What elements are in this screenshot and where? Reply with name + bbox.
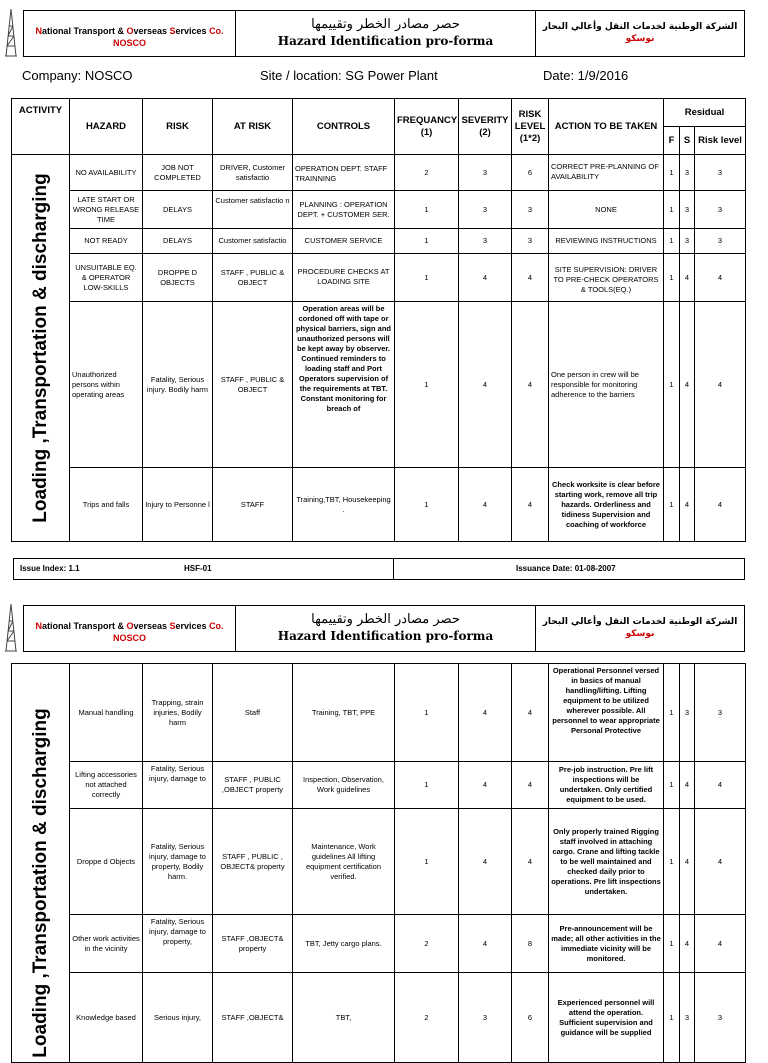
- risk-cell: Fatality, Serious injury, damage to property,: [143, 915, 213, 973]
- risk-level-cell: 3: [512, 229, 549, 254]
- hazard-cell: NO AVAILABILITY: [70, 155, 143, 191]
- risk-level-cell: 6: [512, 973, 549, 1063]
- risk-level-cell: 8: [512, 915, 549, 973]
- activity-cell: [12, 664, 70, 1063]
- hazard-table-page2: [11, 663, 746, 1063]
- residual-s-cell: 4: [680, 809, 695, 915]
- company-arabic-block: الشركة الوطنية لخدمات النقل وأعالي البحار نوسكو: [542, 617, 738, 639]
- frequency-cell: 2: [395, 155, 459, 191]
- col-residual: Residual: [664, 99, 746, 127]
- at-risk-cell: STAFF , PUBLIC & OBJECT: [213, 302, 293, 468]
- residual-f-cell: 1: [664, 155, 680, 191]
- severity-cell: 3: [459, 155, 512, 191]
- residual-s-cell: 4: [680, 254, 695, 302]
- action-cell: One person in crew will be responsible for monitoring adherence to the barriers: [549, 302, 664, 468]
- frequency-cell: 2: [395, 973, 459, 1063]
- form-title-block: [236, 606, 536, 651]
- severity-cell: 4: [459, 915, 512, 973]
- risk-cell: Trapping, strain injuries, Bodily harm: [143, 664, 213, 762]
- residual-level-cell: 4: [695, 915, 746, 973]
- table-row: [12, 155, 746, 191]
- table-row: [12, 254, 746, 302]
- at-risk-cell: Customer satisfactio: [213, 229, 293, 254]
- at-risk-cell: STAFF ,OBJECT&: [213, 973, 293, 1063]
- action-cell: REVIEWING INSTRUCTIONS: [549, 229, 664, 254]
- controls-cell: Training,TBT, Housekeeping .: [293, 468, 395, 542]
- hazard-cell: Trips and falls: [70, 468, 143, 542]
- activity-cell: [12, 155, 70, 542]
- table-row: [12, 664, 746, 762]
- action-cell: Experienced personnel will attend the operation. Sufficient supervision and guidance will be supplied: [549, 973, 664, 1063]
- risk-level-cell: 4: [512, 254, 549, 302]
- at-risk-cell: STAFF ,OBJECT& property: [213, 915, 293, 973]
- risk-cell: DELAYS: [143, 229, 213, 254]
- at-risk-cell: STAFF , PUBLIC , OBJECT& property: [213, 809, 293, 915]
- frequency-cell: 1: [395, 762, 459, 809]
- residual-f-cell: 1: [664, 229, 680, 254]
- controls-cell: PLANNING : OPERATION DEPT. + CUSTOMER SER.: [293, 191, 395, 229]
- col-controls: CONTROLS: [293, 99, 395, 155]
- severity-cell: 3: [459, 191, 512, 229]
- col-residual-level: Risk level: [695, 127, 746, 155]
- hazard-cell: UNSUITABLE EQ. & OPERATOR LOW-SKILLS: [70, 254, 143, 302]
- frequency-cell: 1: [395, 468, 459, 542]
- issue-index: Issue Index: 1.1: [20, 564, 80, 573]
- residual-f-cell: 1: [664, 915, 680, 973]
- col-risk: RISK: [143, 99, 213, 155]
- company-name-block: National Transport & Overseas Services Co. NOSCO: [24, 606, 236, 651]
- frequency-cell: 1: [395, 254, 459, 302]
- table-row: [12, 762, 746, 809]
- hazard-cell: LATE START OR WRONG RELEASE TIME: [70, 191, 143, 229]
- table-row: [12, 915, 746, 973]
- controls-cell: Inspection, Observation, Work guidelines: [293, 762, 395, 809]
- residual-f-cell: 1: [664, 191, 680, 229]
- table-row: [12, 229, 746, 254]
- residual-f-cell: 1: [664, 302, 680, 468]
- at-risk-cell: DRIVER, Customer satisfactio: [213, 155, 293, 191]
- table-row: [12, 302, 746, 468]
- at-risk-cell: Customer satisfactio n: [213, 191, 293, 229]
- at-risk-cell: STAFF: [213, 468, 293, 542]
- severity-cell: 3: [459, 229, 512, 254]
- col-frequency: FREQUANCY (1): [395, 99, 459, 155]
- residual-s-cell: 3: [680, 229, 695, 254]
- col-at-risk: AT RISK: [213, 99, 293, 155]
- residual-s-cell: 4: [680, 302, 695, 468]
- form-title: Hazard Identification pro-forma: [277, 629, 494, 643]
- frequency-cell: 1: [395, 229, 459, 254]
- at-risk-cell: Staff: [213, 664, 293, 762]
- severity-cell: 4: [459, 809, 512, 915]
- oil-rig-icon: [3, 603, 19, 653]
- residual-level-cell: 4: [695, 302, 746, 468]
- residual-level-cell: 4: [695, 809, 746, 915]
- company-arabic-block: الشركة الوطنية لخدمات النقل وأعالي البحار نوسكو: [542, 22, 738, 44]
- form-title: Hazard Identification pro-forma: [277, 34, 494, 48]
- table-row: [12, 973, 746, 1063]
- residual-level-cell: 3: [695, 191, 746, 229]
- residual-s-cell: 4: [680, 762, 695, 809]
- form-footer: [13, 558, 745, 580]
- company-name-block: National Transport & Overseas Services Co. NOSCO: [24, 11, 236, 56]
- severity-cell: 4: [459, 468, 512, 542]
- action-cell: Operational Personnel versed in basics of manual handling/lifting. Lifting equipment to be utilized wherever possible. All personnel to wear appropriate Personal Protective: [549, 664, 664, 762]
- residual-s-cell: 3: [680, 664, 695, 762]
- issuance-date: Issuance Date: 01-08-2007: [516, 564, 616, 573]
- at-risk-cell: STAFF , PUBLIC ,OBJECT property: [213, 762, 293, 809]
- hazard-cell: Droppe d Objects: [70, 809, 143, 915]
- residual-s-cell: 3: [680, 973, 695, 1063]
- risk-cell: Serious injury,: [143, 973, 213, 1063]
- action-cell: Pre-job instruction. Pre lift inspections will be undertaken. Only certified equipment to be used.: [549, 762, 664, 809]
- residual-level-cell: 3: [695, 973, 746, 1063]
- controls-cell: Operation areas will be cordoned off with tape or physical barriers, sign and unauthorized persons will be kept away by observer. Continued reminders to loading staff and Port Operators supervision of the requirements at TBT. Constant monitoring for breach of: [293, 302, 395, 468]
- residual-f-cell: 1: [664, 762, 680, 809]
- col-hazard: HAZARD: [70, 99, 143, 155]
- hazard-cell: Lifting accessories not attached correctly: [70, 762, 143, 809]
- risk-cell: DELAYS: [143, 191, 213, 229]
- col-residual-s: S: [680, 127, 695, 155]
- col-action: ACTION TO BE TAKEN: [549, 99, 664, 155]
- frequency-cell: 1: [395, 191, 459, 229]
- form-header: [23, 605, 745, 652]
- site-info-line: [22, 68, 742, 86]
- risk-level-cell: 3: [512, 191, 549, 229]
- frequency-cell: 1: [395, 302, 459, 468]
- residual-s-cell: 3: [680, 191, 695, 229]
- risk-level-cell: 4: [512, 809, 549, 915]
- col-severity: SEVERITY (2): [459, 99, 512, 155]
- risk-cell: Fatality, Serious injury, damage to: [143, 762, 213, 809]
- table-row: [12, 809, 746, 915]
- risk-cell: Injury to Personne l: [143, 468, 213, 542]
- table-row: [12, 468, 746, 542]
- frequency-cell: 2: [395, 915, 459, 973]
- risk-level-cell: 4: [512, 762, 549, 809]
- hazard-cell: Knowledge based: [70, 973, 143, 1063]
- col-residual-f: F: [664, 127, 680, 155]
- date-label: Date: 1/9/2016: [543, 68, 629, 83]
- residual-f-cell: 1: [664, 254, 680, 302]
- risk-cell: JOB NOT COMPLETED: [143, 155, 213, 191]
- col-activity: ACTIVITY: [12, 99, 70, 155]
- risk-cell: Fatality, Serious injury. Bodily harm: [143, 302, 213, 468]
- residual-level-cell: 3: [695, 155, 746, 191]
- residual-f-cell: 1: [664, 468, 680, 542]
- residual-f-cell: 1: [664, 809, 680, 915]
- action-cell: SITE SUPERVISION: DRIVER TO PRE-CHECK OPERATORS & TOOLS(EQ.): [549, 254, 664, 302]
- form-header: [23, 10, 745, 57]
- residual-s-cell: 4: [680, 468, 695, 542]
- at-risk-cell: STAFF , PUBLIC & OBJECT: [213, 254, 293, 302]
- residual-s-cell: 3: [680, 155, 695, 191]
- form-title-arabic: حصر مصادر الخطر وتقييمها: [311, 17, 460, 32]
- site-label: Site / location: SG Power Plant: [260, 68, 438, 83]
- form-code: HSF-01: [134, 559, 394, 579]
- severity-cell: 4: [459, 762, 512, 809]
- hazard-table-page1: [11, 98, 746, 542]
- activity-label: Loading ,Transportation & discharging: [29, 173, 51, 523]
- residual-level-cell: 4: [695, 254, 746, 302]
- frequency-cell: 1: [395, 664, 459, 762]
- form-title-arabic: حصر مصادر الخطر وتقييمها: [311, 612, 460, 627]
- action-cell: Only properly trained Rigging staff involved in attaching cargo. Crane and lifting tackle to be well maintained and checked daily prior to operations. Pre lift inspections undertaken.: [549, 809, 664, 915]
- risk-level-cell: 6: [512, 155, 549, 191]
- hazard-cell: Other work activities in the vicinity: [70, 915, 143, 973]
- residual-level-cell: 3: [695, 229, 746, 254]
- controls-cell: Maintenance, Work guidelines All lifting equipment certification verified.: [293, 809, 395, 915]
- controls-cell: PROCEDURE CHECKS AT LOADING SITE: [293, 254, 395, 302]
- severity-cell: 4: [459, 254, 512, 302]
- company-label: Company: NOSCO: [22, 68, 133, 83]
- residual-s-cell: 4: [680, 915, 695, 973]
- residual-f-cell: 1: [664, 664, 680, 762]
- risk-level-cell: 4: [512, 302, 549, 468]
- controls-cell: OPERATION DEPT. STAFF TRAINNING: [293, 155, 395, 191]
- controls-cell: Training, TBT, PPE: [293, 664, 395, 762]
- controls-cell: CUSTOMER SERVICE: [293, 229, 395, 254]
- frequency-cell: 1: [395, 809, 459, 915]
- severity-cell: 3: [459, 973, 512, 1063]
- risk-cell: DROPPE D OBJECTS: [143, 254, 213, 302]
- hazard-cell: Manual handling: [70, 664, 143, 762]
- hazard-cell: Unauthorized persons within operating areas: [70, 302, 143, 468]
- controls-cell: TBT, Jetty cargo plans.: [293, 915, 395, 973]
- residual-level-cell: 3: [695, 664, 746, 762]
- action-cell: Check worksite is clear before starting work, remove all trip hazards. Orderliness and tidiness Supervision and coaching of workforce: [549, 468, 664, 542]
- residual-level-cell: 4: [695, 762, 746, 809]
- risk-level-cell: 4: [512, 468, 549, 542]
- risk-level-cell: 4: [512, 664, 549, 762]
- severity-cell: 4: [459, 302, 512, 468]
- hazard-cell: NOT READY: [70, 229, 143, 254]
- activity-label: Loading ,Transportation & discharging: [29, 708, 51, 1058]
- controls-cell: TBT,: [293, 973, 395, 1063]
- oil-rig-icon: [3, 8, 19, 58]
- action-cell: Pre-announcement will be made; all other activities in the immediate vicinity will be monitored.: [549, 915, 664, 973]
- table-row: [12, 191, 746, 229]
- residual-level-cell: 4: [695, 468, 746, 542]
- severity-cell: 4: [459, 664, 512, 762]
- action-cell: NONE: [549, 191, 664, 229]
- form-title-block: [236, 11, 536, 56]
- residual-f-cell: 1: [664, 973, 680, 1063]
- col-risk-level: RISK LEVEL (1*2): [512, 99, 549, 155]
- risk-cell: Fatality, Serious injury, damage to property, Bodily harm.: [143, 809, 213, 915]
- action-cell: CORRECT PRE-PLANNING OF AVAILABILITY: [549, 155, 664, 191]
